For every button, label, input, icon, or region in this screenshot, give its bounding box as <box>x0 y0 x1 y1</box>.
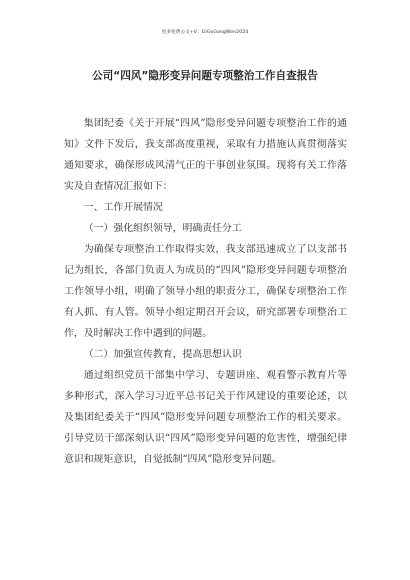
subsection-heading-education: （二）加强宣传教育，提高思想认识 <box>83 349 242 360</box>
document-body <box>64 113 347 470</box>
education-paragraph: 通过组织党员干部集中学习、专题讲座、观看警示教育片等多种形式，深入学习习近平总书记关于作风建设的重要论述，以及集团纪委关于“四风”隐形变异问题专项整治工作的相关要求。引导党员干部深刻认识“四风”隐形变异问题的危害性，增强纪律意识和规矩意识，自觉抵制“四风”隐形变异问题。 <box>64 370 347 465</box>
intro-paragraph: 集团纪委《关于开展“四风”隐形变异问题专项整治工作的通知》文件下发后，我支部高度重视，采取有力措施认真贯彻落实通知要求，确保形成风清气正的干事创业氛围。现将有关工作落实及自查情况汇报如下： <box>64 118 347 192</box>
section-heading-work-status: 一、工作开展情况 <box>83 202 163 213</box>
subsection-heading-leadership: （一）强化组织领导，明确责任分工 <box>83 223 242 234</box>
leadership-paragraph: 为确保专项整治工作取得实效，我支部迅速成立了以支部书记为组长，各部门负责人为成员的“四风”隐形变异问题专项整治工作领导小组，明确了领导小组的职责分工，确保专项整治工作有人抓、有人管。领导小组定期召开会议，研究部署专项整治工作，及时解决工作中遇到的问题。 <box>64 244 347 339</box>
header-note: 更多免费公文+V：GiGoGongWen2024 <box>161 30 249 35</box>
document-title: 公司“四风”隐形变异问题专项整治工作自查报告 <box>92 70 318 82</box>
